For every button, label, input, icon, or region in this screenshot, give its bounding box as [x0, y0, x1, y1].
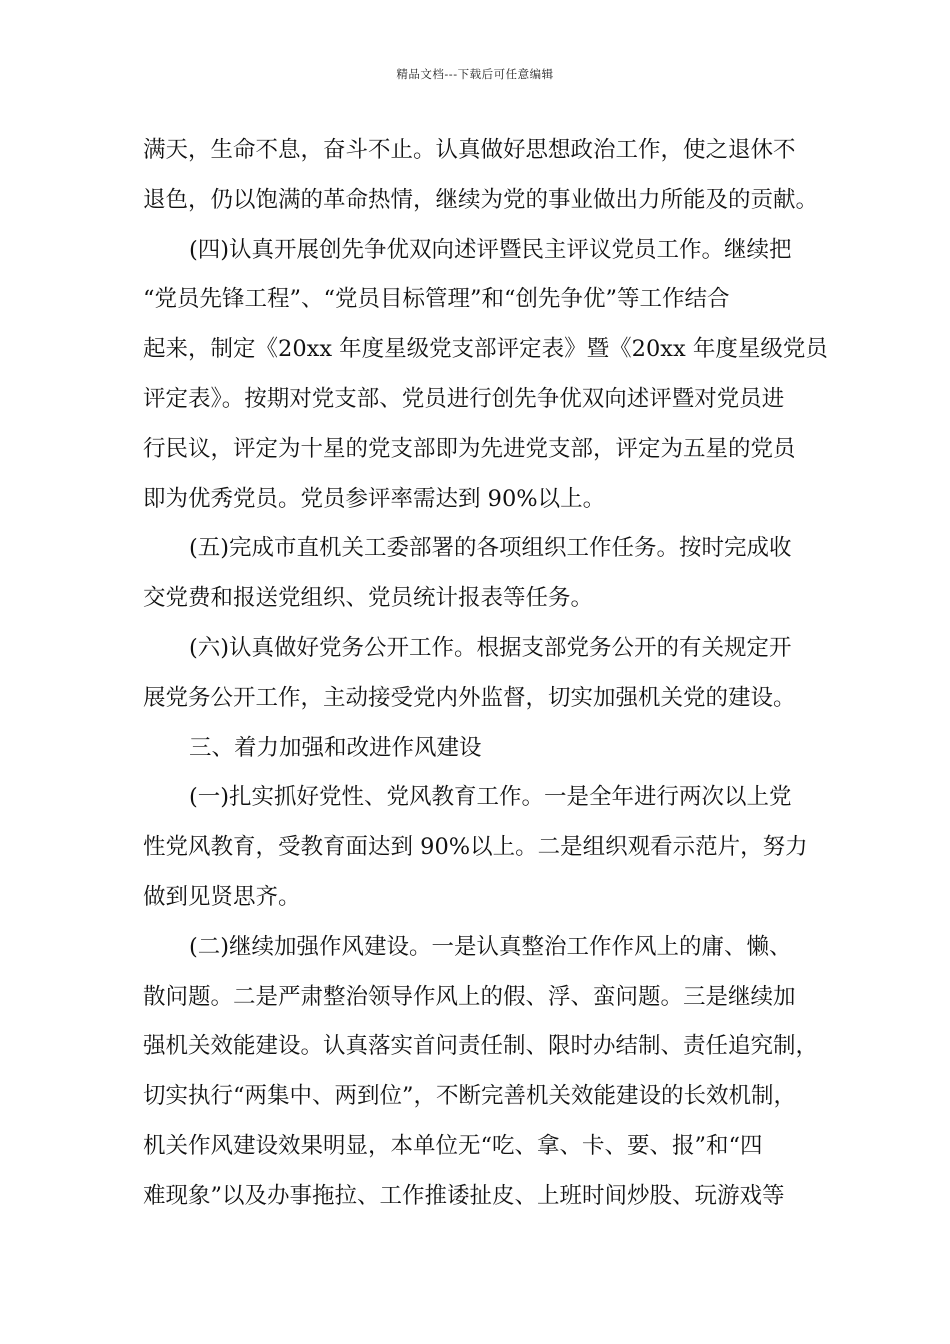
paragraph-start-line: (六)认真做好党务公开工作。根据支部党务公开的有关规定开	[189, 634, 792, 661]
text-line: 强机关效能建设。认真落实首问责任制、限时办结制、责任追究制，	[143, 1033, 819, 1060]
text-line: 交党费和报送党组织、党员统计报表等任务。	[143, 585, 594, 612]
page-header: 精品文档---下载后可任意编辑	[396, 67, 554, 81]
text-line: 退色，仍以饱满的革命热情，继续为党的事业做出力所能及的贡献。	[143, 186, 819, 213]
text-line: 机关作风建设效果明显，本单位无“吃、拿、卡、要、报”和“四	[143, 1132, 763, 1159]
text-line: 性党风教育，受教育面达到 90%以上。二是组织观看示范片，努力	[143, 834, 808, 861]
paragraph-start-line: (四)认真开展创先争优双向述评暨民主评议党员工作。继续把	[189, 236, 792, 263]
text-line: 满天，生命不息，奋斗不止。认真做好思想政治工作，使之退休不	[143, 137, 796, 163]
document-body	[143, 126, 828, 1222]
text-line: 评定表》。按期对党支部、党员进行创先争优双向述评暨对党员进	[143, 385, 785, 412]
paragraph-start-line: (五)完成市直机关工委部署的各项组织工作任务。按时完成收	[189, 535, 792, 562]
paragraph-start-line: (二)继续加强作风建设。一是认真整治工作作风上的庸、懒、	[189, 933, 792, 960]
text-line: 做到见贤思齐。	[143, 883, 301, 910]
paragraph-start-line: (一)扎实抓好党性、党风教育工作。一是全年进行两次以上党	[189, 784, 792, 811]
text-line: 散问题。二是严肃整治领导作风上的假、浮、蛮问题。三是继续加	[143, 983, 796, 1010]
text-line: 展党务公开工作，主动接受党内外监督，切实加强机关党的建设。	[143, 684, 796, 711]
section-heading: 三、着力加强和改进作风建设	[189, 734, 482, 761]
text-line: 起来，制定《20xx 年度星级党支部评定表》暨《20xx 年度星级党员	[143, 336, 828, 363]
text-line: 难现象”以及办事拖拉、工作推诿扯皮、上班时间炒股、玩游戏等	[143, 1182, 785, 1209]
text-line: 切实执行“两集中、两到位”，不断完善机关效能建设的长效机制，	[143, 1083, 797, 1110]
text-line: 行民议，评定为十星的党支部即为先进党支部，评定为五星的党员	[143, 435, 796, 462]
text-line: 即为优秀党员。党员参评率需达到 90%以上。	[143, 485, 606, 512]
text-line: “党员先锋工程”、“党员目标管理”和“创先争优”等工作结合	[143, 286, 730, 313]
